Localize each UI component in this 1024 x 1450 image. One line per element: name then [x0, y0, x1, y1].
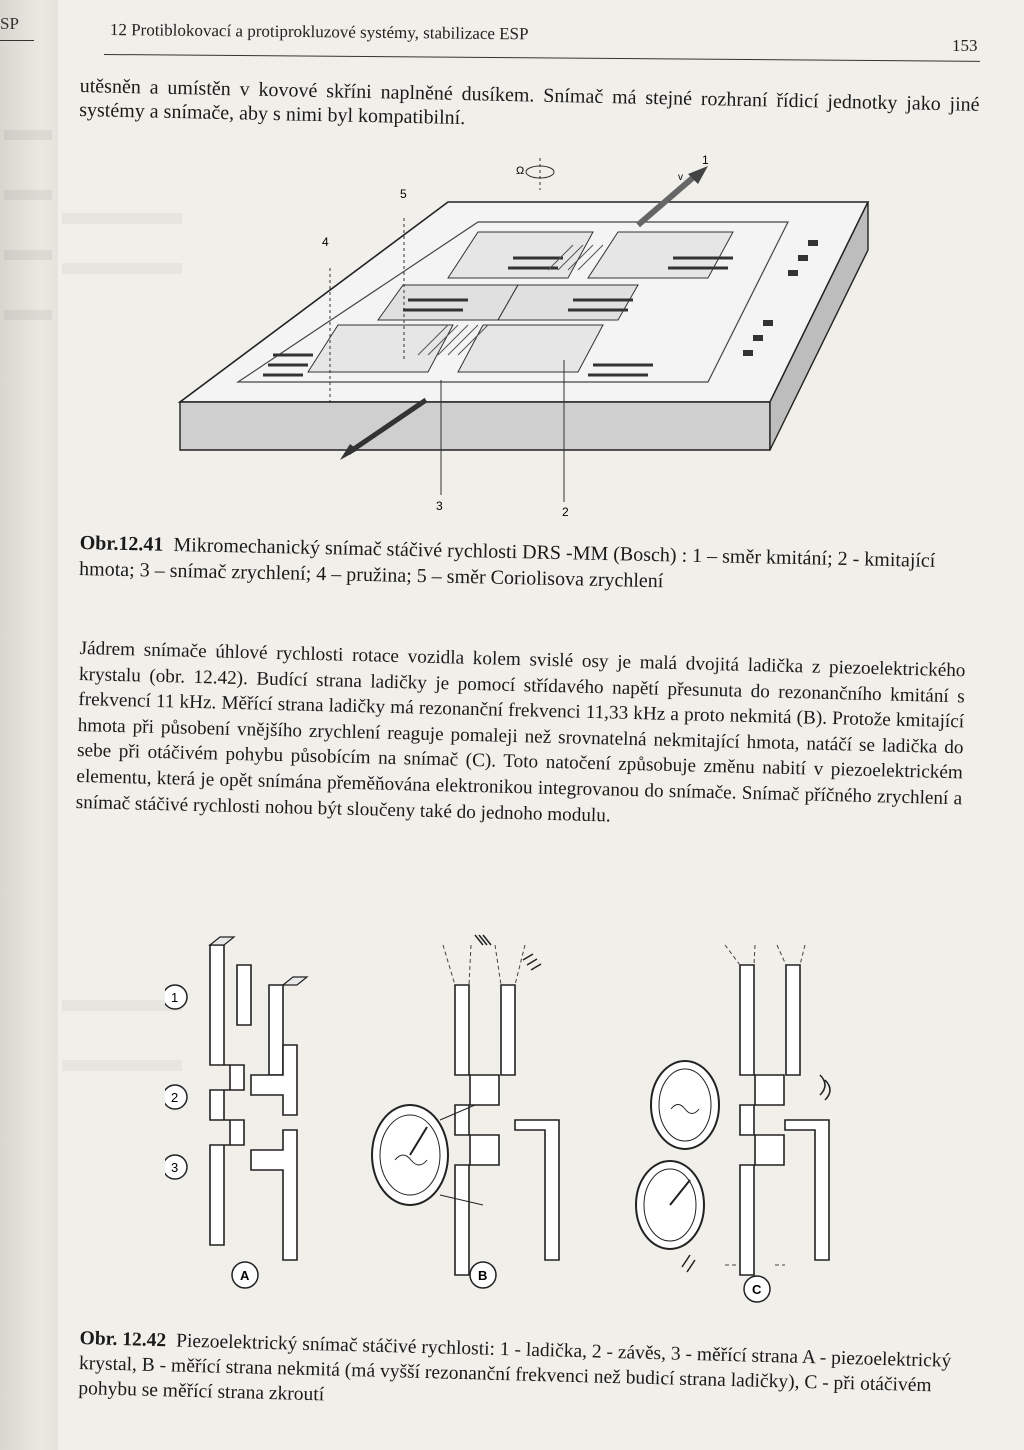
bleed-through-line	[4, 250, 52, 260]
bleed-through-line	[62, 1000, 182, 1011]
bleed-through-line	[4, 310, 52, 320]
panel-label-a: A	[240, 1268, 250, 1283]
bleed-through-line	[62, 1060, 182, 1071]
label-v: v	[678, 172, 683, 183]
panel-label-c: C	[752, 1282, 762, 1297]
circle-label-3: 3	[171, 1160, 179, 1175]
running-header: 12 Protiblokovací a protiprokluzové systémy, stabilizace ESP	[109, 20, 529, 44]
label-omega: Ω	[516, 165, 525, 177]
intro-paragraph: utěsněn a umístěn v kovové skříni naplněné dusíkem. Snímač má stejné rozhraní řídicí jednotky jako jiné systémy a snímače, aby s nimi byl kompatibilní.	[79, 74, 980, 130]
previous-page-edge	[0, 0, 58, 1450]
label-3: 3	[436, 499, 443, 513]
bleed-through-line	[4, 130, 52, 140]
label-4: 4	[322, 235, 329, 249]
caption-text: Piezoelektrický snímač stáčivé rychlosti: 1 - ladička, 2 - závěs, 3 - měřící strana A - piezoelektrický krystal, B - měřící strana nekmitá (má vyšší rezonanční frekvenci než budicí strana ladičky), C - při otáčivém pohybu se měřící strana zkroutí	[78, 1330, 952, 1406]
label-2: 2	[562, 505, 569, 519]
caption-label: Obr. 12.42	[79, 1327, 167, 1352]
circle-label-1: 1	[171, 990, 179, 1005]
previous-page-header-rule	[0, 40, 34, 41]
header-rule	[104, 54, 980, 62]
figure-12-42-drawing	[165, 905, 965, 1315]
figure-12-41-caption	[79, 530, 980, 601]
panel-label-b: B	[478, 1268, 488, 1283]
label-1: 1	[702, 153, 709, 167]
label-5: 5	[400, 187, 407, 201]
page-number: 153	[952, 36, 978, 55]
bleed-through-line	[4, 190, 52, 200]
figure-12-41-drawing	[168, 150, 888, 520]
bleed-through-line	[62, 213, 182, 224]
caption-label: Obr.12.41	[79, 531, 164, 556]
circle-label-2: 2	[171, 1090, 179, 1105]
previous-page-header-fragment: SP	[0, 14, 19, 33]
figure-12-42-caption	[78, 1326, 960, 1424]
body-paragraph: Jádrem snímače úhlové rychlosti rotace vozidla kolem svislé osy je malá dvojitá ladička z piezoelektrického krystalu (obr. 12.42). Budící strana ladičky je pomocí střídavého napětí přesunuta do rezonančního kmitání s frekvencí 11 kHz. Měřící strana ladičky má rezonanční frekvenci 11,33 kHz a proto nekmitá (B). Protože kmitající hmota při působení vnějšího zrychlení reaguje pomaleji než srovnatelná nekmitající hmota, natáčí se ladička do sebe při otáčivém pohybu působícím na snímač (C). Toto natočení způsobuje změnu nabití v piezoelektrickém elementu, která je opět snímána přeměňována elektronikou integrovanou do snímače. Snímač příčného zrychlení a snímač stáčivé rychlosti nohou být sloučeny také do jednoho modulu.	[75, 637, 966, 827]
caption-text: Mikromechanický snímač stáčivé rychlosti DRS -MM (Bosch) : 1 – směr kmitání; 2 - kmitající hmota; 3 – snímač zrychlení; 4 – pružina; 5 – směr Coriolisova zrychlení	[78, 533, 936, 593]
bleed-through-line	[62, 263, 182, 274]
